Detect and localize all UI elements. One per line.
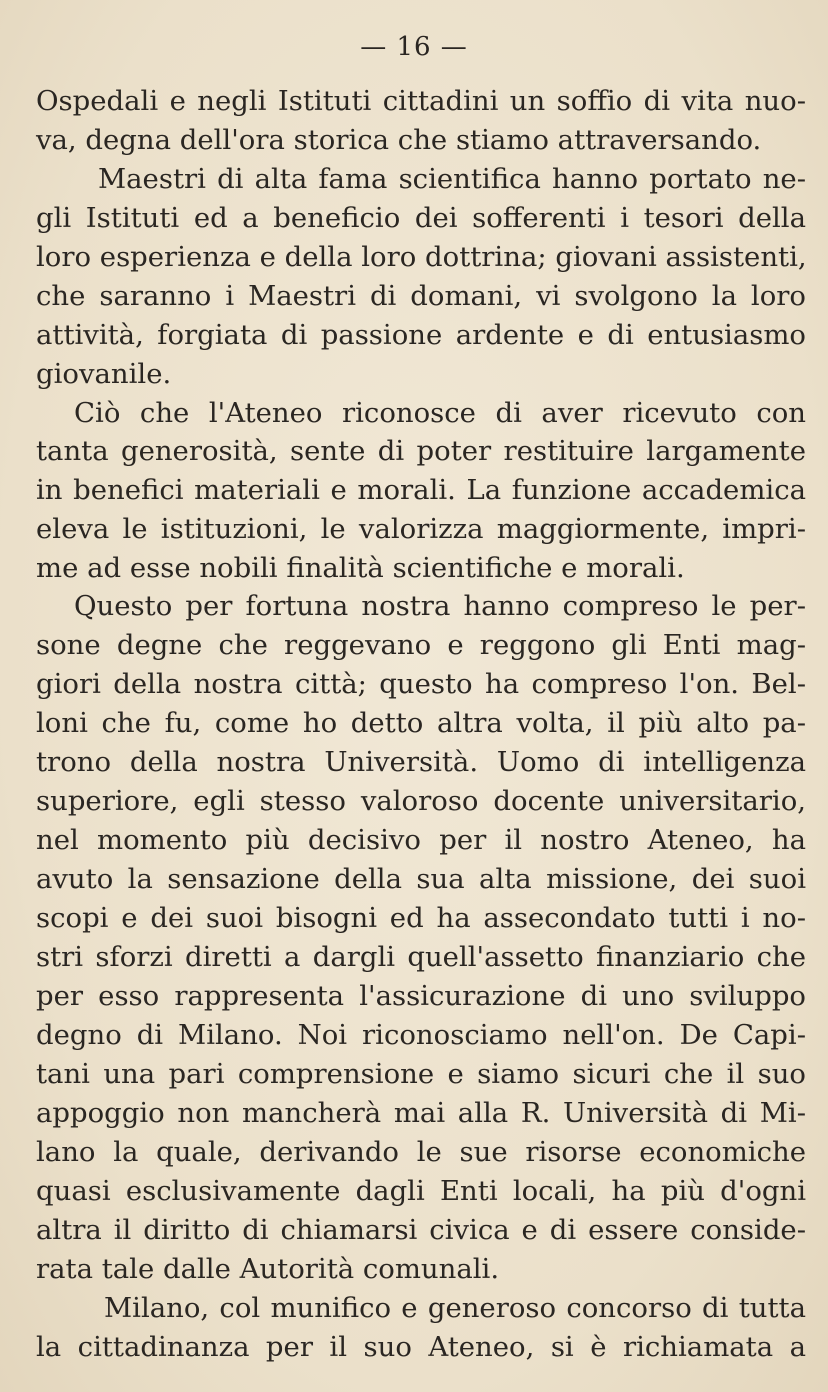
text-line: va, degna dell'ora storica che stiamo attraversando. xyxy=(36,124,762,156)
text-line: avuto la sensazione della sua alta missione, dei suoi xyxy=(36,863,806,895)
text-line: Maestri di alta fama scientifica hanno portato ne- xyxy=(98,163,806,195)
text-line: che saranno i Maestri di domani, vi svolgono la loro xyxy=(36,280,806,312)
text-line: stri sforzi diretti a dargli quell'assetto finanziario che xyxy=(36,941,806,973)
text-line: giovanile. xyxy=(36,358,172,390)
text-line: Milano, col munifico e generoso concorso di tutta xyxy=(104,1292,806,1324)
text-line: appoggio non mancherà mai alla R. Università di Mi- xyxy=(36,1097,806,1129)
text-line: sone degne che reggevano e reggono gli Enti mag- xyxy=(36,629,806,661)
page-number: — 16 — xyxy=(360,32,468,62)
text-line: lano la quale, derivando le sue risorse economiche xyxy=(36,1136,806,1168)
text-line: per esso rappresenta l'assicurazione di uno sviluppo xyxy=(36,980,806,1012)
text-line: tanta generosità, sente di poter restituire largamente xyxy=(36,435,806,467)
text-line: scopi e dei suoi bisogni ed ha assecondato tutti i no- xyxy=(36,902,806,934)
text-line: giori della nostra città; questo ha compreso l'on. Bel- xyxy=(36,668,806,700)
text-line: loro esperienza e della loro dottrina; giovani assistenti, xyxy=(36,241,807,273)
text-line: eleva le istituzioni, le valorizza maggiormente, impri- xyxy=(36,513,806,545)
text-line: attività, forgiata di passione ardente e di entusiasmo xyxy=(36,319,806,351)
text-line: me ad esse nobili finalità scientifiche e morali. xyxy=(36,552,685,584)
text-line: Ospedali e negli Istituti cittadini un soffio di vita nuo- xyxy=(36,85,806,117)
text-line: loni che fu, come ho detto altra volta, il più alto pa- xyxy=(36,707,806,739)
text-line: trono della nostra Università. Uomo di intelligenza xyxy=(36,746,806,778)
text-line: nel momento più decisivo per il nostro Ateneo, ha xyxy=(36,824,806,856)
text-line: tani una pari comprensione e siamo sicuri che il suo xyxy=(36,1058,806,1090)
text-line: in benefici materiali e morali. La funzione accademica xyxy=(36,474,806,506)
text-line: rata tale dalle Autorità comunali. xyxy=(36,1253,500,1285)
text-line: altra il diritto di chiamarsi civica e di essere conside- xyxy=(36,1214,806,1246)
text-line: superiore, egli stesso valoroso docente universitario, xyxy=(36,785,806,817)
text-line: degno di Milano. Noi riconosciamo nell'on. De Capi- xyxy=(36,1019,806,1051)
text-line: Ciò che l'Ateneo riconosce di aver ricevuto con xyxy=(74,397,806,429)
text-line: Questo per fortuna nostra hanno compreso le per- xyxy=(74,590,806,622)
text-line: gli Istituti ed a beneficio dei sofferenti i tesori della xyxy=(36,202,806,234)
text-line: quasi esclusivamente dagli Enti locali, ha più d'ogni xyxy=(36,1175,806,1207)
text-line: la cittadinanza per il suo Ateneo, si è richiamata a xyxy=(36,1331,806,1363)
